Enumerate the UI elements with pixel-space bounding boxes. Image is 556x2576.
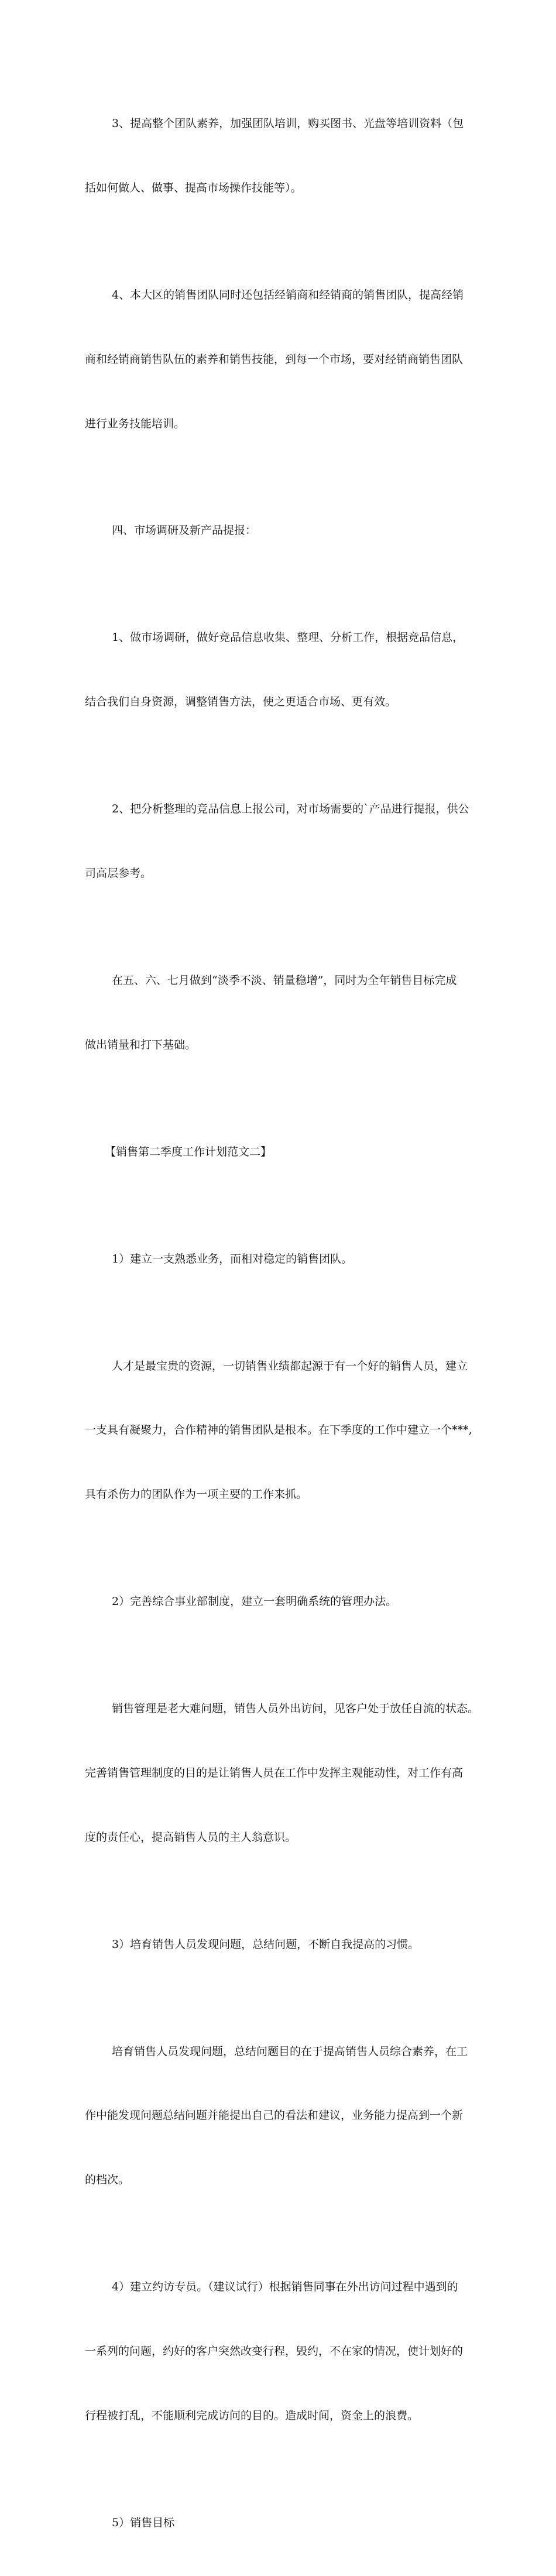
paragraph [85,584,477,756]
text-line: 的档次。 [85,2169,477,2191]
text-line: 2、把分析整理的竞品信息上报公司，对市场需要的`产品进行提报，供公 [85,798,477,820]
text-line: 完善销售管理制度的目的是让销售人员在工作中发挥主观能动性，对工作有高 [85,1762,477,1784]
text-line: 括如何做人、做事、提高市场操作技能等）。 [85,177,477,199]
text-line: 人才是最宝贵的资源，一切销售业绩都起源于有一个好的销售人员，建立 [85,1356,477,1377]
text-line: 4、本大区的销售团队同时还包括经销商和经销商的销售团队，提高经销 [85,284,477,306]
text-line: 进行业务技能培训。 [85,413,477,435]
text-line: 做出销量和打下基础。 [85,1034,477,1056]
subheading [85,1548,477,1655]
text-line: 司高层参考。 [85,863,477,884]
paragraph [85,1655,477,1891]
subheading [85,1205,477,1312]
text-line: 2）完善综合事业部制度，建立一套明确系统的管理办法。 [85,1591,477,1613]
paragraph [85,756,477,927]
paragraph [85,2234,477,2469]
paragraph [85,927,477,1099]
paragraph [85,242,477,478]
paragraph [85,70,477,242]
text-line: 四、市场调研及新产品提报： [85,520,477,541]
text-line: 作中能发现问题总结问题并能提出自己的看法和建议，业务能力提高到一个新 [85,2105,477,2126]
document-body [85,70,477,2576]
text-line: 商和经销商销售队伍的素养和销售技能，到每一个市场，要对经销商销售团队 [85,349,477,371]
text-line: 1、做市场调研，做好竞品信息收集、整理、分析工作，根据竞品信息， [85,627,477,649]
text-line: 结合我们自身资源，调整销售方法，使之更适合市场、更有效。 [85,691,477,713]
text-line: 度的责任心，提高销售人员的主人翁意识。 [85,1827,477,1848]
text-line: 1）建立一支熟悉业务，而相对稳定的销售团队。 [85,1248,477,1270]
subheading [85,1891,477,1998]
text-line: 行程被打乱，不能顺利完成访问的目的。造成时间，资金上的浪费。 [85,2405,477,2427]
document-page [0,0,556,787]
text-line: 销售管理是老大难问题，销售人员外出访问，见客户处于放任自流的状态。 [85,1698,477,1720]
text-line: 5）销售目标 [85,2512,477,2534]
text-line: 【销售第二季度工作计划范文二】 [85,1141,477,1163]
text-line: 3、提高整个团队素养，加强团队培训，购买图书、光盘等培训资料（包 [85,113,477,135]
text-line: 4）建立约访专员。（建议试行）根据销售同事在外出访问过程中遇到的 [85,2276,477,2298]
text-line: 培育销售人员发现问题，总结问题目的在于提高销售人员综合素养，在工 [85,2041,477,2063]
text-line: 在五、六、七月做到“淡季不淡、销量稳增”，同时为全年销售目标完成 [85,970,477,992]
text-line: 3）培育销售人员发现问题，总结问题，不断自我提高的习惯。 [85,1934,477,1956]
subheading [85,2469,477,2576]
text-line: 具有杀伤力的团队作为一项主要的工作来抓。 [85,1484,477,1505]
section-title [85,1099,477,1206]
paragraph [85,1312,477,1548]
paragraph [85,1998,477,2234]
section-heading [85,477,477,584]
text-line: 一支具有凝聚力，合作精神的销售团队是根本。在下季度的工作中建立一个***, [85,1419,477,1441]
text-line: 一系列的问题，约好的客户突然改变行程，毁约，不在家的情况，使计划好的 [85,2341,477,2362]
